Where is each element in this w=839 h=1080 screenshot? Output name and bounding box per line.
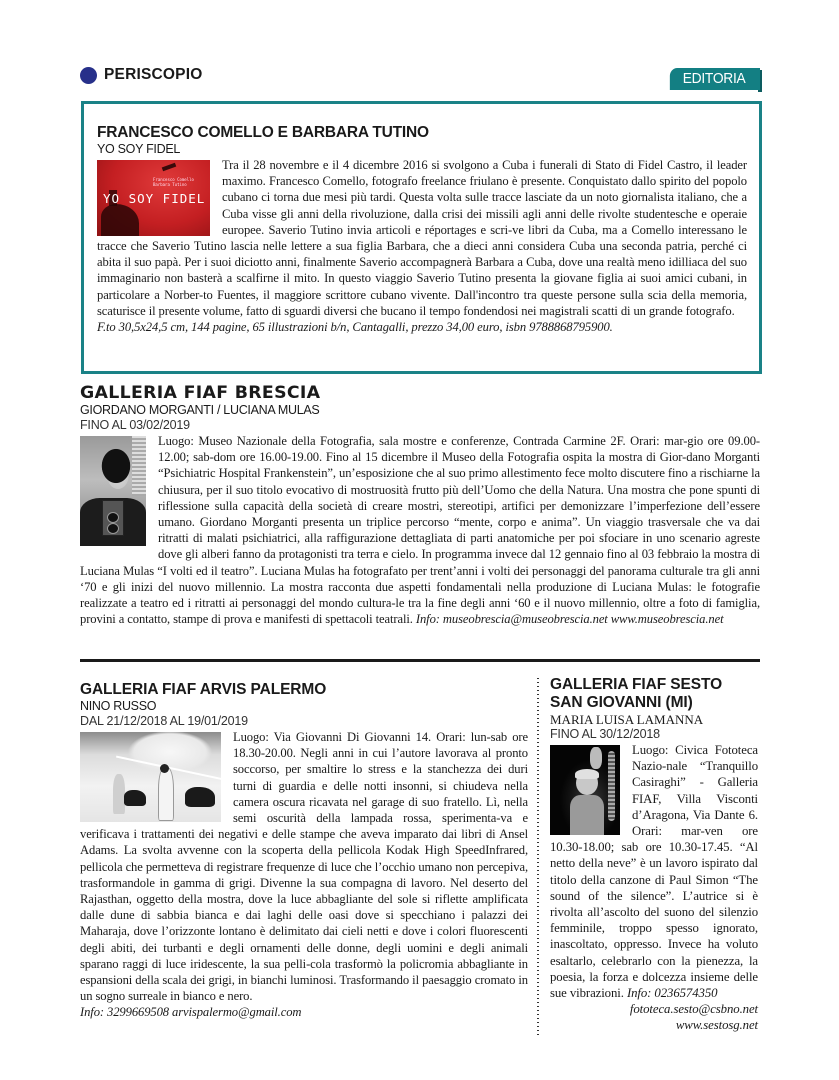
exhibition-dates: DAL 21/12/2018 AL 19/01/2019 (80, 714, 248, 728)
exhibition-text: Luogo: Via Giovanni Di Giovanni 14. Orari: lun-sab ore 18.30-20.00. Negli anni in cui l’autore lavorava al pronto soccorso, per smaltire lo stress e la stanchezza dei duri turni di guardia e delle notti insonni, si chiudeva nella camera oscura ricavata nel garage di suo fratello. Lì, nella semi oscurità della lampada rossa, sperimenta-va e verificava i trattamenti dei negativi e delle stampe che aveva imparato dai libri di Ansel Adams. La svolta avvenne con la scoperta della pellicola Kodak High SpeedInfrared, pellicola che permetteva di registrare frequenze di luce che l’occhio umano non percepiva, trasformandole in gamma di grigi. Divenne la sua compagna di lavoro. Nel deserto del Rajasthan, oggetto della mostra, dove la luce abbagliante del sole si riflette amplificata dalle dune di sabbia bianca e dai laghi delle oasi dove si specchiano i palazzi dei Maharaja, dove l’orizzonte lontano è delimitato dai cieli netti e dove i colori fluorescenti degli abiti, dei turbanti e degli ornamenti delle donne, degli uomini e degli animali sparano raggi di luce iridescente, la sua pelli-cola trasformò la policromia abbagliante in espansioni della scala dei grigi, in bianchi luminosi. Trasformando il paesaggio cromato in un sogno surreale in bianco e nero. (80, 730, 528, 1004)
book-review-text: Tra il 28 novembre e il 4 dicembre 2016 si svolgono a Cuba i funerali di Stato di Fidel Castro, il leader maximo. Francesco Comello, fotografo freelance friulano è presente. Conquistato dallo spirito del popolo cubano ci torna due mesi più tardi. Questa volta sulle tracce lasciate da un noto giornalista italiano, che a Cuba visse gli anni della rivoluzione, dalla crisi dei missili agli anni delle rivolte studentesche e operaie europee. Saverio Tutino invia articoli e réportages e scri-ve libri da Cuba, ma a Comello interessano le tracce che Saverio Tutino lascia nelle lettere a sua figlia Barbara, che a dieci anni considera Cuba una seconda patria, perché ci abita il suo papà. Per i suoi diciotto anni, finalmente Saverio accompagnerà Barbara a Cuba, dove una realtà meno idilliaca del suo immaginario non basterà a scalfirne il mito. In questo viaggio Saverio Tutino presenta la giovane figlia ai suoi amici cubani, in particolare a Norber-to Fuentes, il maggiore scrittore cubano vivente. Dall'incontro tra queste persone sulla scia della memoria, scaturisce il presente volume, fatto di sguardi diversi che bucano il tempo fondendosi nei magistrali scatti di un grande fotografo. (97, 158, 747, 318)
figure-head (160, 764, 169, 773)
exhibition-title: GALLERIA FIAF ARVIS PALERMO (80, 681, 327, 698)
camera-lens (107, 523, 119, 534)
goat-shape (124, 790, 146, 806)
section-bullet-icon (80, 67, 97, 84)
exhibition-body (80, 433, 760, 627)
silhouette-shape (101, 204, 139, 236)
exhibition-artists: MARIA LUISA LAMANNA (550, 712, 704, 727)
exhibition-brescia (80, 384, 760, 627)
exhibition-dates: FINO AL 30/12/2018 (550, 727, 660, 741)
book-subtitle: YO SOY FIDEL (97, 142, 181, 156)
exhibition-info-web: fototeca.sesto@csbno.net www.sestosg.net (629, 1002, 758, 1033)
figure-shape (158, 767, 174, 821)
book-review-title: FRANCESCO COMELLO E BARBARA TUTINO (97, 124, 429, 141)
exhibition-info: Info: museobrescia@museobrescia.net www.museobrescia.net (415, 612, 724, 627)
exhibition-text: Luogo: Museo Nazionale della Fotografia, sala mostre e conferenze, Contrada Carmine 2F. Orari: mar-gio ore 09.00-12.00; sab-dom ore 16.00-19.00. Fino al 15 dicembre il Museo della Fotografia ospita la mostra di Gior-dano Morganti “Psichiatric Hospital Frankenstein”, un’esposizione che al suo primo allestimento fece molto discutere fino a rischiarne la chiusura, per il suo titolo evocativo di mostruosità frutto più dell’Uomo che della Natura. Una mostra che pone spunti di riflessione sulla capacità della società di creare mostri, stereotipi, artifici per demonizzare l’imperfezione dell’essere umano. Giordano Morganti presenta un triplice percorso “mente, corpo e anima”. Un viaggio trasversale che va dai ritratti di malati psichiatrici, alla raffigurazione dettagliata di parti anatomiche per poi sfociare in uno scenario agreste dove gli alberi fanno da protagonisti tra terra e cielo. In programma invece dal 12 gennaio fino al 03 febbraio la mostra di Luciana Mulas “I volti ed il teatro”. Luciana Mulas ha fotografato per trent’anni i volti dei personaggi del panorama culturale tra gli anni ‘70 e gli inizi del nuovo millennio. La mostra racconta due aspetti fondamentali nella produzione di Luciana Mulas: le fotografie realizzate a teatro ed i ritratti ai personaggi del mondo cultura-le tra la fine degli anni ‘60 e il nuovo millennio, oltre a foto di famiglia, provini a contatto, stampe di prova e manifesti di spettacoli teatrali. (80, 434, 760, 627)
page-header (80, 64, 760, 90)
exhibition-sesto (550, 676, 758, 1034)
exhibition-dates: FINO AL 03/02/2019 (80, 418, 190, 432)
tube-shape (608, 751, 615, 821)
section-label: PERISCOPIO (104, 66, 203, 83)
exhibition-photo (80, 732, 221, 822)
book-review-content (97, 124, 747, 335)
exhibition-title: GALLERIA FIAF SESTO SAN GIOVANNI (MI) (550, 676, 723, 711)
goat-shape (185, 787, 215, 807)
book-details: F.to 30,5x24,5 cm, 144 pagine, 65 illustrazioni b/n, Cantagalli, prezzo 34,00 euro, isbn 9788868795900. (97, 320, 613, 335)
figure-hair (575, 769, 599, 779)
exhibition-photo (80, 436, 146, 546)
arm-shape (590, 747, 602, 769)
book-cover-image (97, 160, 210, 236)
figure-body (570, 795, 604, 835)
column-divider (537, 678, 539, 1038)
book-review-box (81, 101, 762, 374)
exhibition-text: Luogo: Civica Fototeca Nazio-nale “Tranquillo Casiraghi” - Galleria FIAF, Villa Visconti d’Aragona, Via Dante 6. Orari: mar-ven ore 10.30-18.00; sab ore 10.30-17.45. “Al netto della neve” è un lavoro ispirato dal titolo della canzone di Paul Simon “The sound of the silence”. L’autrice si è rivolta all’ascolto del suono del silenzio femminile, troppo spesso ignorato, inascoltato, oppresso. Invece ha voluto esaltarlo, celebrarlo con la pienezza, la poesia, la forza e dolcezza insieme delle sue vibrazioni. (550, 743, 758, 1001)
exhibition-info: Info: 3299669508 arvispalermo@gmail.com (80, 1005, 302, 1020)
figure-shape (113, 774, 125, 814)
cover-authors: Francesco Comello Barbara Tutino (153, 177, 194, 187)
exhibition-artists: GIORDANO MORGANTI / LUCIANA MULAS (80, 403, 320, 417)
section-divider (80, 659, 760, 662)
exhibition-palermo (80, 681, 528, 1021)
exhibition-info-web-line (550, 1001, 758, 1033)
helicopter-shape (162, 163, 177, 172)
category-tab: EDITORIA (670, 68, 760, 90)
exhibition-title: GALLERIA FIAF BRESCIA (80, 383, 321, 403)
exhibition-info-phone: Info: 0236574350 (626, 986, 718, 1001)
exhibition-artists: NINO RUSSO (80, 699, 157, 713)
camera-lens (107, 512, 119, 523)
exhibition-photo (550, 745, 620, 835)
cover-title: YO SOY FIDEL (103, 191, 206, 206)
background-blinds (132, 436, 146, 496)
